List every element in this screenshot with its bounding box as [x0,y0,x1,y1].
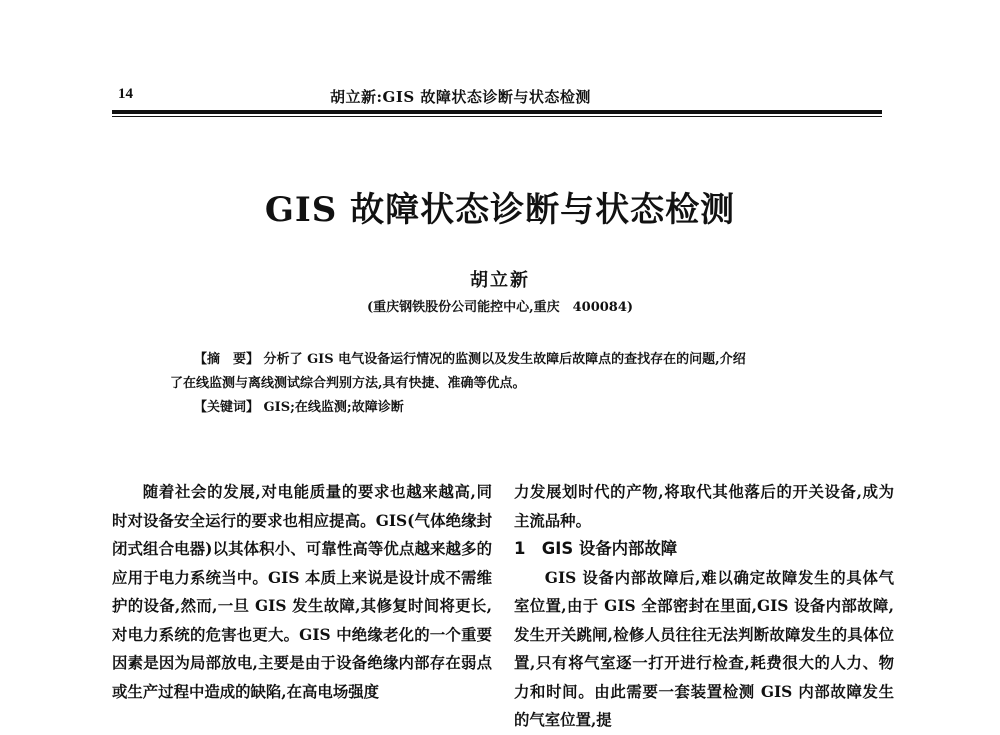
keywords-text: GIS;在线监测;故障诊断 [263,400,404,415]
abstract-text-1: 分析了 GIS 电气设备运行情况的监测以及发生故障后故障点的查找存在的问题,介绍 [263,352,746,367]
left-column [112,478,492,706]
author-affiliation: (重庆钢铁股份公司能控中心,重庆 400084) [366,300,634,315]
abstract-line-1 [170,348,830,372]
section-heading-1: 1 GIS 设备内部故障 [514,539,678,558]
body-paragraph-intro: 随着社会的发展,对电能质量的要求也越来越高,同时对设备安全运行的要求也相应提高。GIS(气体绝缘封闭式组合电器)以其体积小、可靠性高等优点越来越多的应用于电力系统当中。GIS 本质上来说是设计成不需维护的设备,然而,一旦 GIS 发生故障,其修复时间将更长,对电力系统的危害也更大。GIS 中绝缘老化的一个重要因素是因为局部放电,主要是由于设备绝缘内部存在弱点或生产过程中造成的缺陷,在高电场强度 [112,483,492,701]
running-header: 胡立新:GIS 故障状态诊断与状态检测 [330,88,591,106]
right-column [514,478,894,735]
header-rule-thick [112,110,882,114]
body-paragraph-section1: GIS 设备内部故障后,难以确定故障发生的具体气室位置,由于 GIS 全部密封在里面,GIS 设备内部故障,发生开关跳闸,检修人员往往无法判断故障发生的具体位置,只有将气室逐一打开进行检查,耗费很大的人力、物力和时间。由此需要一套装置检测 GIS 内部故障发生的气室位置,提 [514,568,894,729]
abstract-block [170,348,830,420]
abstract-line-2 [170,372,830,396]
author-name: 胡立新 [470,270,530,291]
header-rule-thin [112,116,882,117]
keywords-line [170,396,830,420]
body-paragraph-continued: 力发展划时代的产物,将取代其他落后的开关设备,成为主流品种。 [514,483,894,530]
abstract-text-2: 了在线监测与离线测试综合判别方法,具有快捷、准确等优点。 [170,376,526,391]
page-number: 14 [118,86,133,102]
article-title: GIS 故障状态诊断与状态检测 [264,190,736,230]
keywords-label: 【关键词】 [194,400,260,415]
abstract-label: 【摘 要】 [194,352,260,367]
